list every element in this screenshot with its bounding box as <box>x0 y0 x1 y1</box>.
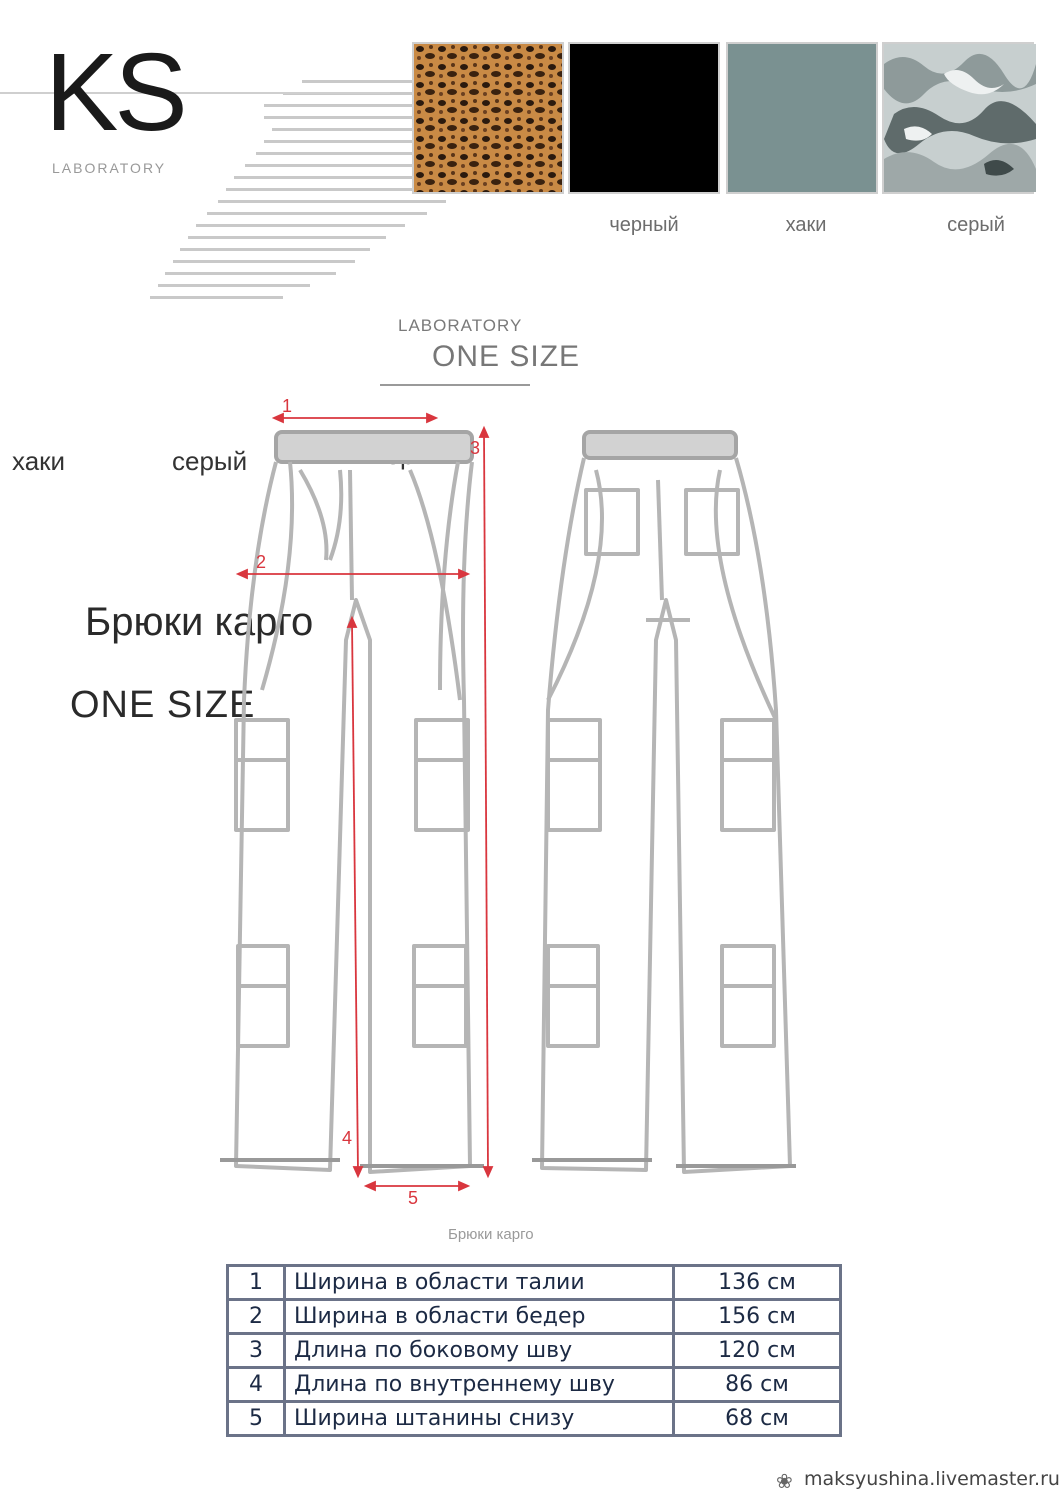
row-number: 1 <box>228 1266 285 1300</box>
table-row <box>228 1402 841 1436</box>
row-number: 2 <box>228 1300 285 1334</box>
table-row <box>228 1368 841 1402</box>
swatch-label-grey: серый <box>947 214 1005 236</box>
row-number: 5 <box>228 1402 285 1436</box>
row-name: Длина по внутреннему шву <box>285 1368 674 1402</box>
row-number: 3 <box>228 1334 285 1368</box>
row-name: Ширина в области талии <box>285 1266 674 1300</box>
row-name: Ширина штанины снизу <box>285 1402 674 1436</box>
measurement-lines <box>238 414 492 1190</box>
logo-subtitle: LABORATORY <box>52 160 167 176</box>
marker-1: 1 <box>282 396 293 416</box>
marker-4: 4 <box>342 1128 353 1148</box>
product-size: ONE SIZE <box>70 684 256 726</box>
row-name: Ширина в области бедер <box>285 1300 674 1334</box>
table-row <box>228 1334 841 1368</box>
marker-3: 3 <box>470 438 481 458</box>
color-label-khaki: хаки <box>12 446 66 476</box>
row-value: 156 см <box>674 1300 841 1334</box>
row-value: 120 см <box>674 1334 841 1368</box>
swatch-label-khaki: хаки <box>785 214 827 236</box>
front-view <box>220 432 484 1172</box>
row-name: Длина по боковому шву <box>285 1334 674 1368</box>
row-value: 136 см <box>674 1266 841 1300</box>
sketch-caption: Брюки карго <box>448 1226 534 1243</box>
marker-5: 5 <box>408 1188 419 1208</box>
brand-name: LABORATORY <box>398 316 523 335</box>
marker-2: 2 <box>256 552 267 572</box>
row-number: 4 <box>228 1368 285 1402</box>
back-view <box>532 432 796 1172</box>
flower-icon: ❀ <box>776 1469 793 1493</box>
table-row <box>228 1300 841 1334</box>
brand-size: ONE SIZE <box>432 340 581 373</box>
row-value: 86 см <box>674 1368 841 1402</box>
measurements-table <box>226 1264 842 1437</box>
brand-logo: KS <box>45 31 184 154</box>
product-title: Брюки карго <box>85 600 314 644</box>
color-label-grey: серый <box>172 446 248 476</box>
row-value: 68 см <box>674 1402 841 1436</box>
swatch-label-black: черный <box>609 214 679 236</box>
table-row <box>228 1266 841 1300</box>
footer-site-link[interactable]: maksyushina.livemaster.ru <box>804 1468 1060 1490</box>
